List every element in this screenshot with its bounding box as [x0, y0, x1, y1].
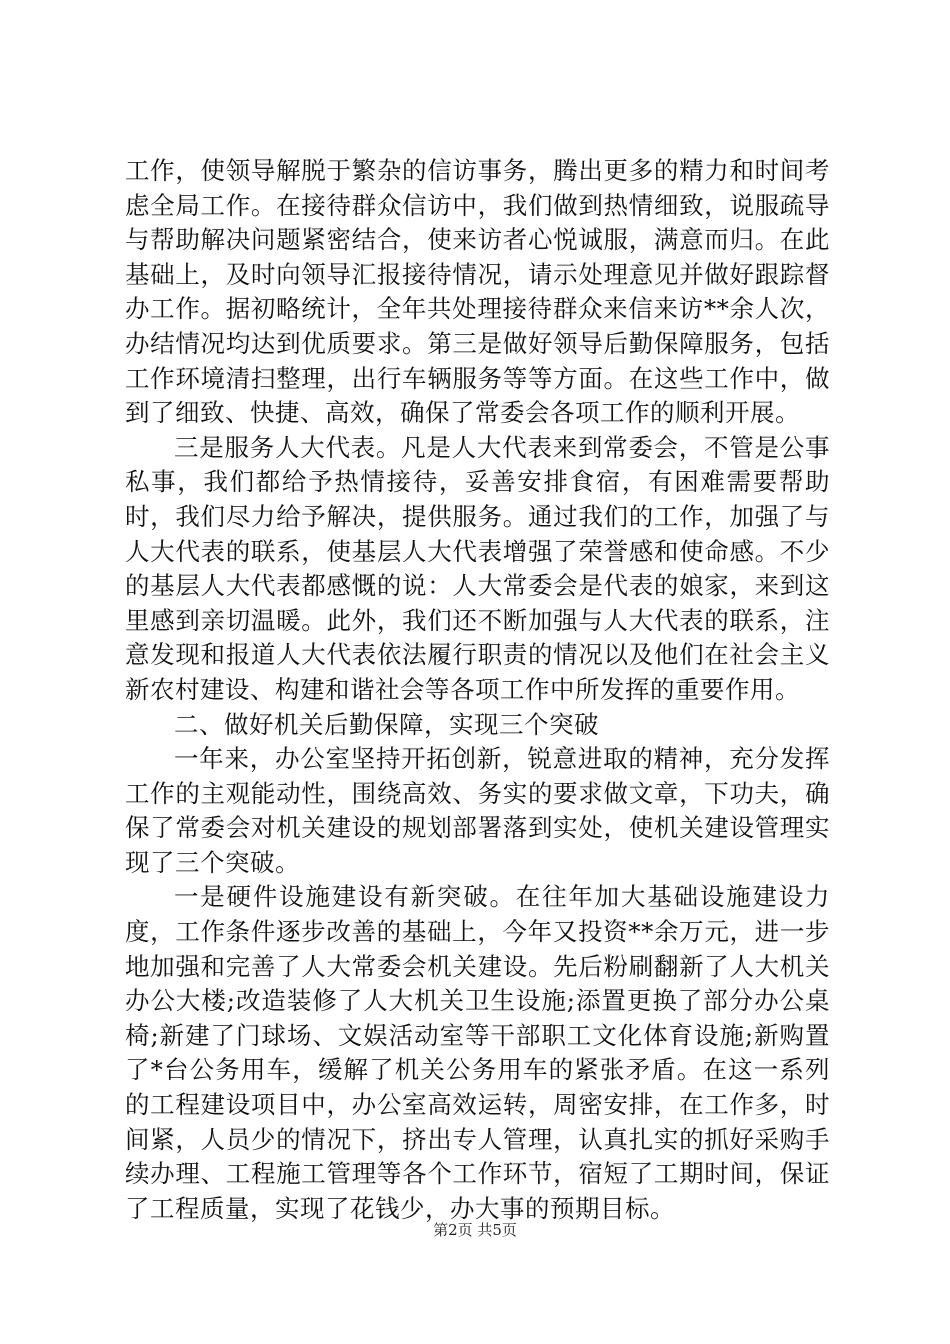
paragraph-4: 一是硬件设施建设有新突破。在往年加大基础设施建设力度，工作条件逐步改善的基础上，今年又投资**余万元，进一步地加强和完善了人大常委会机关建设。先后粉刷翻新了人大机关办公大楼;改造装修了人大机关卫生设施;添置更换了部分办公桌椅;新建了门球场、文娱活动室等干部职工文化体育设施;新购置了*台公务用车，缓解了机关公务用车的紧张矛盾。在这一系列的工程建设项目中，办公室高效运转，周密安排，在工作多，时间紧，人员少的情况下，挤出专人管理，认真扎实的抓好采购手续办理、工程施工管理等各个工作环节，宿短了工期时间，保证了工程质量，实现了花钱少，办大事的预期目标。: [125, 882, 830, 1223]
document-body: [125, 154, 830, 1226]
paragraph-2: 三是服务人大代表。凡是人大代表来到常委会，不管是公事私事，我们都给予热情接待，妥善安排食宿，有困难需要帮助时，我们尽力给予解决，提供服务。通过我们的工作，加强了与人大代表的联系，使基层人大代表增强了荣誉感和使命感。不少的基层人大代表都感慨的说：人大常委会是代表的娘家，来到这里感到亲切温暖。此外，我们还不断加强与人大代表的联系，注意发现和报道人大代表依法履行职责的情况以及他们在社会主义新农村建设、构建和谐社会等各项工作中所发挥的重要作用。: [125, 432, 830, 704]
paragraph-3: 一年来，办公室坚持开拓创新，锐意进取的精神，充分发挥工作的主观能动性，围绕高效、务实的要求做文章，下功夫，确保了常委会对机关建设的规划部署落到实处，使机关建设管理实现了三个突破。: [125, 744, 830, 877]
page-number-footer: 第2页 共5页: [433, 1221, 517, 1239]
section-heading: 二、做好机关后勤保障，实现三个突破: [174, 709, 599, 739]
paragraph-1: 工作，使领导解脱于繁杂的信访事务，腾出更多的精力和时间考虑全局工作。在接待群众信访中，我们做到热情细致，说服疏导与帮助解决问题紧密结合，使来访者心悦诚服，满意而归。在此基础上，及时向领导汇报接待情况，请示处理意见并做好跟踪督办工作。据初略统计，全年共处理接待群众来信来访**余人次，办结情况均达到优质要求。第三是做好领导后勤保障服务，包括工作环境清扫整理，出行车辆服务等等方面。在这些工作中，做到了细致、快捷、高效，确保了常委会各项工作的顺利开展。: [125, 156, 830, 428]
